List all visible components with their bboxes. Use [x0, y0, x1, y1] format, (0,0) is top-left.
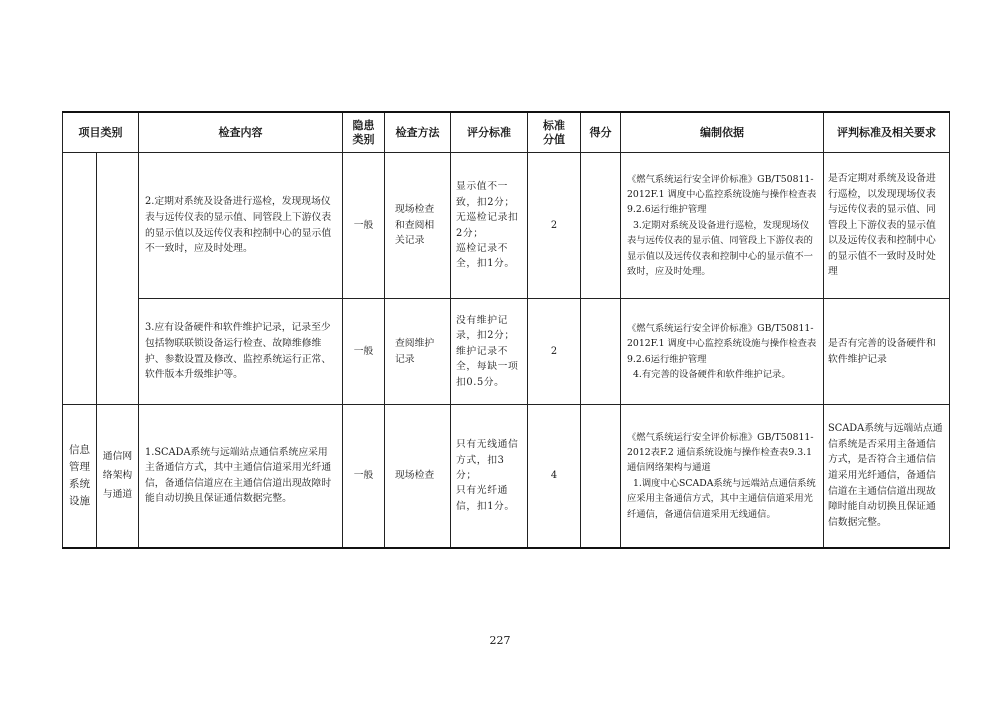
header-content: 检查内容: [139, 112, 343, 153]
standard-score-text: 2: [550, 345, 558, 357]
evaluation-text: 是否定期对系统及设备进行巡检，以发现现场仪表与远传仪表的显示值、同管段上下游仪表的显示值以及远传仪表和控制中心的显示值不一致时及时处理: [828, 172, 936, 278]
criteria-line: 巡检记录不全，扣1分。: [456, 242, 515, 270]
category-cell: [63, 405, 97, 548]
header-row: [63, 112, 950, 153]
hazard-type-text: 一般: [353, 469, 374, 481]
evaluation-text: 是否有完善的设备硬件和软件维护记录: [828, 337, 936, 365]
header-method: 检查方法: [385, 112, 451, 153]
criteria-line: 只有无线通信方式，扣3分；: [456, 439, 519, 482]
evaluation-cell: [824, 153, 950, 299]
subcategory-text: 通信网络架构与通道: [102, 451, 133, 501]
table-row: [63, 153, 950, 299]
subcategory-cell-empty: [97, 153, 139, 405]
basis-text: [621, 169, 823, 283]
method-cell: [385, 299, 451, 405]
evaluation-cell: [824, 405, 950, 548]
content-text: 3.应有设备硬件和软件维护记录，记录至少包括物联联锁设备运行检查、故障维修维护、参数设置及修改、监控系统运行正常、软件版本升级维护等。: [145, 322, 332, 381]
criteria-line: 维护记录不全，每缺一项扣0.5分。: [456, 345, 519, 388]
method-cell: [385, 405, 451, 548]
criteria-line: 只有光纤通信，扣1分。: [456, 485, 515, 512]
content-text: 2.定期对系统及设备进行巡检，发现现场仪表与远传仪表的显示值、同管段上下游仪表的显示值以及远传仪表和控制中心的显示值不一致时，应及时处理。: [145, 196, 332, 255]
page-number: 227: [489, 634, 511, 647]
method-text: 查阅维护记录: [395, 337, 435, 365]
basis-line: 《燃气系统运行安全评价标准》GB/T50811-2012表F.2 通信系统设施与操作检查表9.3.1通信网络架构与通道: [627, 431, 814, 474]
standard-score-cell: [528, 299, 581, 405]
header-basis: 编制依据: [621, 112, 824, 153]
basis-text: [621, 318, 823, 386]
basis-line: 3.定期对系统及设备进行巡检，发现现场仪表与远传仪表的显示值、同管段上下游仪表的显示值以及远传仪表和控制中心的显示值不一致时，应及时处理。: [627, 219, 813, 278]
criteria-line: 显示值不一致，扣2分；: [456, 181, 515, 208]
subcategory-cell: [97, 405, 139, 548]
criteria-cell: [451, 299, 528, 405]
header-evaluation: 评判标准及相关要求: [824, 112, 950, 153]
category-text: 信息管理系统设施: [69, 443, 90, 507]
standard-score-text: 2: [550, 219, 558, 231]
score-cell: [581, 299, 621, 405]
standard-score-cell: [528, 153, 581, 299]
category-cell-empty: [63, 153, 97, 405]
content-cell: [139, 299, 343, 405]
method-text: 现场检查和查阅相关记录: [395, 204, 435, 247]
basis-line: 4.有完善的设备硬件和软件维护记录。: [633, 368, 791, 380]
score-text: [581, 473, 620, 479]
score-text: [581, 349, 620, 355]
table-row: [63, 405, 950, 548]
hazard-type-cell: [343, 405, 385, 548]
content-cell: [139, 153, 343, 299]
header-hazard-type: 隐患 类别: [343, 112, 385, 153]
criteria-line: 无巡检记录扣2分；: [456, 212, 519, 239]
hazard-type-cell: [343, 299, 385, 405]
content-cell: [139, 405, 343, 548]
evaluation-text: SCADA系统与远端站点通信系统是否采用主备通信方式，是否符合主通信信道采用光纤通信，备通信信道在主通信信道出现故障时能自动切换且保证通信数据完整。: [828, 423, 943, 528]
score-cell: [581, 153, 621, 299]
basis-line: 《燃气系统运行安全评价标准》GB/T50811-2012F.1 调度中心监控系统设施与操作检查表9.2.6运行维护管理: [627, 322, 817, 365]
basis-cell: [621, 299, 824, 405]
header-standard-score: 标准 分值: [528, 112, 581, 153]
criteria-text: [451, 310, 527, 393]
hazard-type-text: 一般: [353, 219, 374, 231]
criteria-line: 没有维护记录，扣2分；: [456, 314, 515, 342]
basis-cell: [621, 405, 824, 548]
hazard-type-cell: [343, 153, 385, 299]
score-text: [581, 223, 620, 229]
method-cell: [385, 153, 451, 299]
criteria-text: [451, 434, 527, 517]
table-row: [63, 299, 950, 405]
content-text: 1.SCADA系统与远端站点通信系统应采用主备通信方式，其中主通信信道采用光纤通信，备通信信道应在主通信信道出现故障时能自动切换且保证通信数据完整。: [145, 446, 332, 505]
basis-line: 《燃气系统运行安全评价标准》GB/T50811-2012F.1 调度中心监控系统设施与操作检查表9.2.6运行维护管理: [627, 173, 817, 216]
standard-score-cell: [528, 405, 581, 548]
criteria-cell: [451, 153, 528, 299]
header-category: 项目类别: [63, 112, 139, 153]
basis-line: 1.调度中心SCADA系统与远端站点通信系统应采用主备通信方式，其中主通信信道采用光纤通信，备通信信道采用无线通信。: [627, 477, 816, 520]
header-score: 得分: [581, 112, 621, 153]
standard-score-text: 4: [550, 469, 558, 481]
basis-text: [621, 427, 823, 525]
basis-cell: [621, 153, 824, 299]
method-text: 现场检查: [395, 469, 435, 481]
evaluation-cell: [824, 299, 950, 405]
criteria-text: [451, 176, 527, 274]
hazard-type-text: 一般: [353, 345, 374, 357]
score-cell: [581, 405, 621, 548]
inspection-table: [62, 111, 950, 549]
header-criteria: 评分标准: [451, 112, 528, 153]
criteria-cell: [451, 405, 528, 548]
